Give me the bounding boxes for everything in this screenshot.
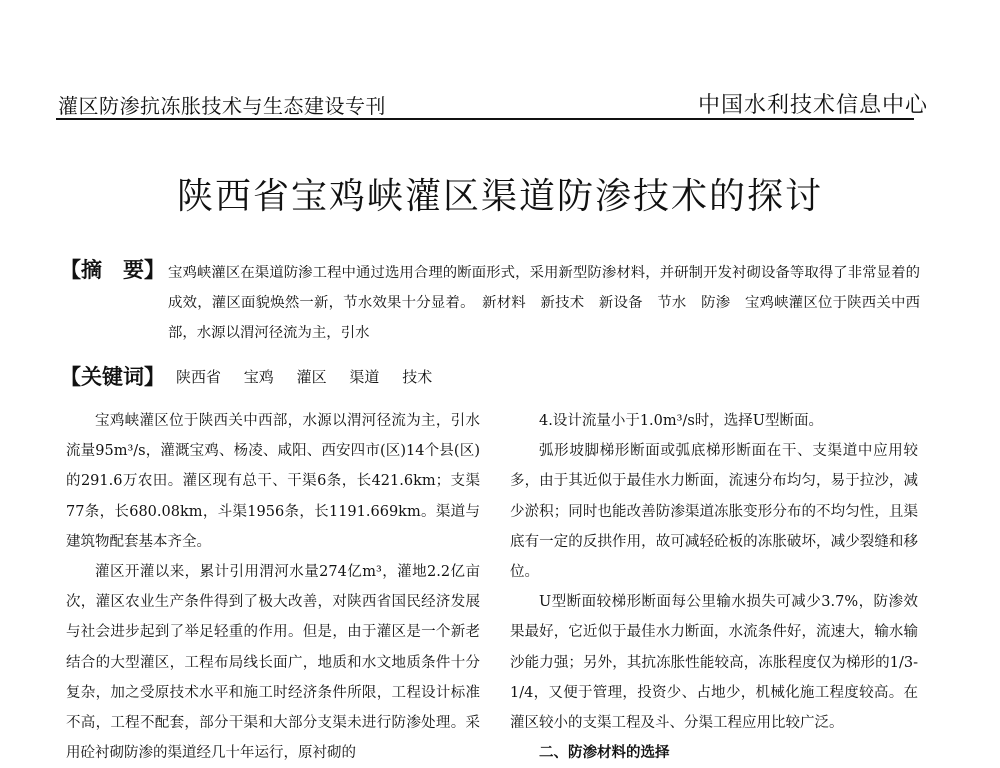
keyword: 灌区 <box>296 368 327 386</box>
section-heading: 二、防渗材料的选择 <box>539 745 670 762</box>
body-right-column <box>510 406 918 768</box>
body-left-column <box>66 406 480 768</box>
body-paragraph: 灌区开灌以来，累计引用渭河水量274亿m³，灌地2.2亿亩次，灌区农业生产条件得到了极大改善，对陕西省国民经济发展与社会进步起到了举足轻重的作用。但是，由于灌区是一个新老结合的大型灌区，工程布局线长面广，地质和水文地质条件十分复杂，加之受原技术水平和施工时经济条件所限，工程设计标准不高，工程不配套，部分干渠和大部分支渠未进行防渗处理。采用砼衬砌防渗的渠道经几十年运行，原衬砌的 <box>66 564 480 762</box>
journal-title: 灌区防渗抗冻胀技术与生态建设专刊 <box>58 94 386 118</box>
keyword: 渠道 <box>349 368 380 386</box>
body-paragraph: 弧形坡脚梯形断面或弧底梯形断面在干、支渠道中应用较多，由于其近似于最佳水力断面，流速分布均匀，易于拉沙，减少淤积；同时也能改善防渗渠道冻胀变形分布的不均匀性，且渠底有一定的反拱作用，故可减轻砼板的冻胀破坏，减少裂缝和移位。 <box>510 443 918 581</box>
keyword: 技术 <box>402 368 433 386</box>
abstract-label: 【摘 要】 <box>60 258 165 282</box>
article-title: 陕西省宝鸡峡灌区渠道防渗技术的探讨 <box>176 176 823 217</box>
body-paragraph: U型断面较梯形断面每公里输水损失可减少3.7%，防渗效果最好，它近似于最佳水力断面，水流条件好，流速大，输水输沙能力强；另外，其抗冻胀性能较高，冻胀程度仅为梯形的1/3-1/4，又便于管理，投资少、占地少，机械化施工程度较高。在灌区较小的支渠工程及斗、分渠工程应用比较广泛。 <box>510 594 918 732</box>
keyword: 陕西省 <box>176 368 222 386</box>
abstract-text: 宝鸡峡灌区在渠道防渗工程中通过选用合理的断面形式，采用新型防渗材料，并研制开发衬砌设备等取得了非常显着的成效，灌区面貌焕然一新，节水效果十分显着。 新材料 新技术 新设备 节水 防渗 宝鸡峡灌区位于陕西关中西部，水源以渭河径流为主，引水 <box>168 265 920 341</box>
header-divider <box>56 118 914 120</box>
keyword: 宝鸡 <box>243 368 274 386</box>
body-paragraph: 宝鸡峡灌区位于陕西关中西部，水源以渭河径流为主，引水流量95m³/s，灌溉宝鸡、杨凌、咸阳、西安四市(区)14个县(区)的291.6万农田。灌区现有总干、干渠6条，长421.6km；支渠77条，长680.08km，斗渠1956条，长1191.669km。渠道与建筑物配套基本齐全。 <box>66 413 480 550</box>
organization-name: 中国水利技术信息中心 <box>697 93 928 118</box>
keywords-label: 【关键词】 <box>60 365 165 389</box>
keywords-list <box>176 366 450 387</box>
body-paragraph: 4.设计流量小于1.0m³/s时，选择U型断面。 <box>539 413 824 429</box>
